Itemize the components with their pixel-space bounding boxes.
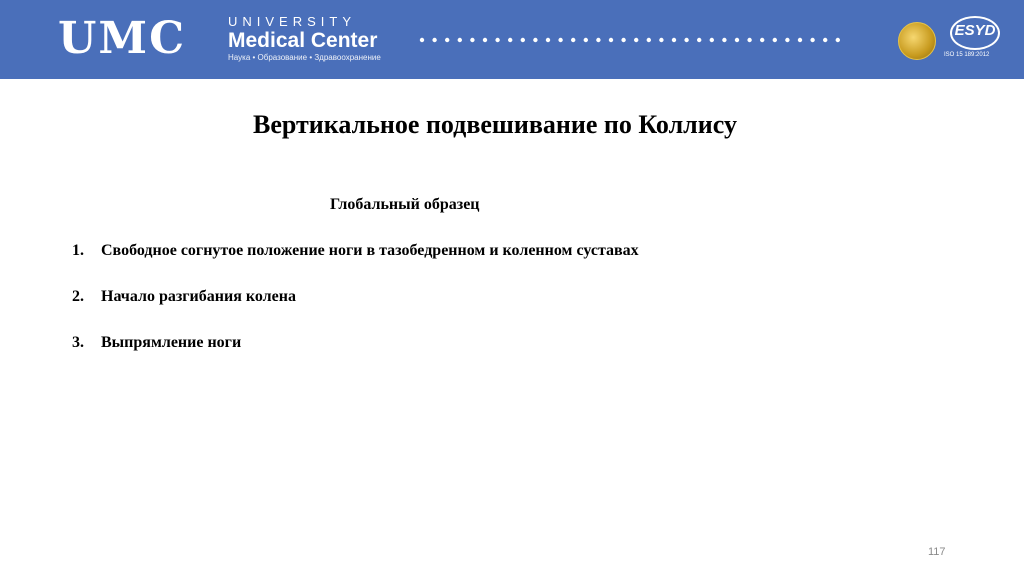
esyd-mark: ESYD xyxy=(954,22,996,39)
list-item-number: 3. xyxy=(72,334,84,351)
esyd-iso-caption: ISO 15 189:2012 xyxy=(944,52,990,58)
slide-title: Вертикальное подвешивание по Коллису xyxy=(253,110,737,139)
header-bar xyxy=(0,0,1024,79)
logo-line-tagline: Наука • Образование • Здравоохранение xyxy=(228,53,381,62)
logo-line-university: UNIVERSITY xyxy=(228,14,357,29)
esyd-badge xyxy=(944,14,1004,64)
list-item-text: Начало разгибания колена xyxy=(101,288,296,305)
gold-seal-icon xyxy=(898,22,936,60)
umc-logo xyxy=(58,12,186,66)
logo-letters: UMC xyxy=(58,13,187,64)
list-item-text: Свободное согнутое положение ноги в тазобедренном и коленном суставах xyxy=(101,242,639,259)
list-item xyxy=(72,288,296,306)
page-number: 117 xyxy=(928,546,946,558)
dotted-divider-icon xyxy=(418,35,858,45)
logo-line-medical-center: Medical Center xyxy=(228,29,378,52)
list-item-text: Выпрямление ноги xyxy=(101,334,242,351)
logo-text xyxy=(228,14,381,63)
list-item-number: 2. xyxy=(72,288,84,305)
slide-subtitle: Глобальный образец xyxy=(330,196,480,213)
list-item xyxy=(72,242,639,260)
list-item-number: 1. xyxy=(72,242,84,259)
list-item xyxy=(72,334,241,352)
